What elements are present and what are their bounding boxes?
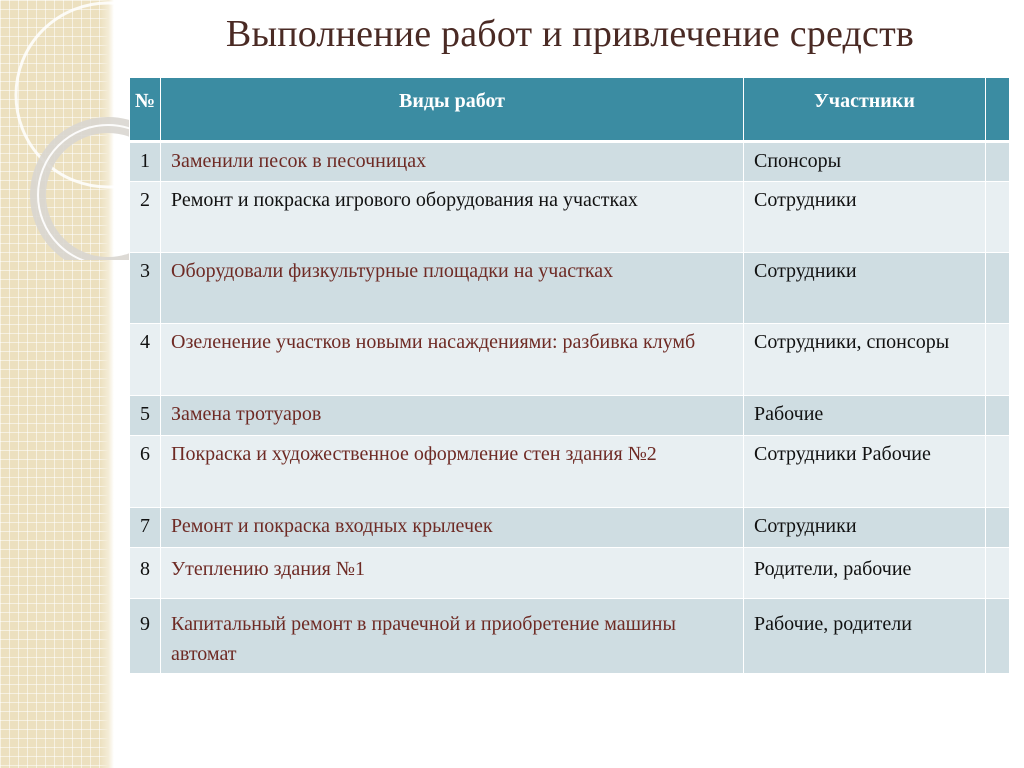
row-empty-cell <box>986 547 1010 598</box>
row-work: Покраска и художественное оформление стен здания №2 <box>161 435 744 507</box>
row-participants: Сотрудники <box>744 507 986 547</box>
row-participants: Рабочие <box>744 395 986 435</box>
row-number: 4 <box>130 323 161 395</box>
row-work: Замена тротуаров <box>161 395 744 435</box>
table-row <box>130 323 1010 395</box>
row-work: Озеленение участков новыми насаждениями: разбивка клумб <box>161 323 744 395</box>
row-participants: Сотрудники Рабочие <box>744 435 986 507</box>
row-empty-cell <box>986 141 1010 181</box>
works-table <box>129 78 1010 674</box>
table-row <box>130 141 1010 181</box>
row-number: 2 <box>130 181 161 252</box>
table-row <box>130 181 1010 252</box>
row-work: Оборудовали физкультурные площадки на участках <box>161 252 744 323</box>
table-row <box>130 252 1010 323</box>
header-work-types: Виды работ <box>161 78 744 141</box>
table-row <box>130 435 1010 507</box>
row-empty-cell <box>986 181 1010 252</box>
row-empty-cell <box>986 598 1010 673</box>
row-number: 5 <box>130 395 161 435</box>
works-table-container <box>129 78 1010 674</box>
row-number: 7 <box>130 507 161 547</box>
row-participants: Родители, рабочие <box>744 547 986 598</box>
slide-title: Выполнение работ и привлечение средств <box>225 13 915 55</box>
decorative-circles <box>0 0 130 260</box>
row-participants: Сотрудники <box>744 181 986 252</box>
row-number: 8 <box>130 547 161 598</box>
row-work: Утеплению здания №1 <box>161 547 744 598</box>
row-number: 3 <box>130 252 161 323</box>
table-header-row <box>130 78 1010 141</box>
row-number: 1 <box>130 141 161 181</box>
row-participants: Рабочие, родители <box>744 598 986 673</box>
row-participants: Сотрудники <box>744 252 986 323</box>
table-row <box>130 598 1010 673</box>
row-participants: Сотрудники, спонсоры <box>744 323 986 395</box>
row-number: 6 <box>130 435 161 507</box>
row-participants: Спонсоры <box>744 141 986 181</box>
table-row <box>130 395 1010 435</box>
row-empty-cell <box>986 252 1010 323</box>
table-row <box>130 507 1010 547</box>
row-empty-cell <box>986 507 1010 547</box>
table-row <box>130 547 1010 598</box>
decorative-ring-gray <box>38 125 130 260</box>
row-work: Ремонт и покраска игрового оборудования на участках <box>161 181 744 252</box>
row-work: Заменили песок в песочницах <box>161 141 744 181</box>
header-number: № <box>130 78 161 141</box>
row-number: 9 <box>130 598 161 673</box>
header-participants: Участники <box>744 78 986 141</box>
row-empty-cell <box>986 435 1010 507</box>
row-empty-cell <box>986 323 1010 395</box>
row-work: Ремонт и покраска входных крылечек <box>161 507 744 547</box>
decorative-ring-large <box>16 3 130 187</box>
row-empty-cell <box>986 395 1010 435</box>
row-work: Капитальный ремонт в прачечной и приобретение машины автомат <box>161 598 744 673</box>
header-empty-column <box>986 78 1010 141</box>
